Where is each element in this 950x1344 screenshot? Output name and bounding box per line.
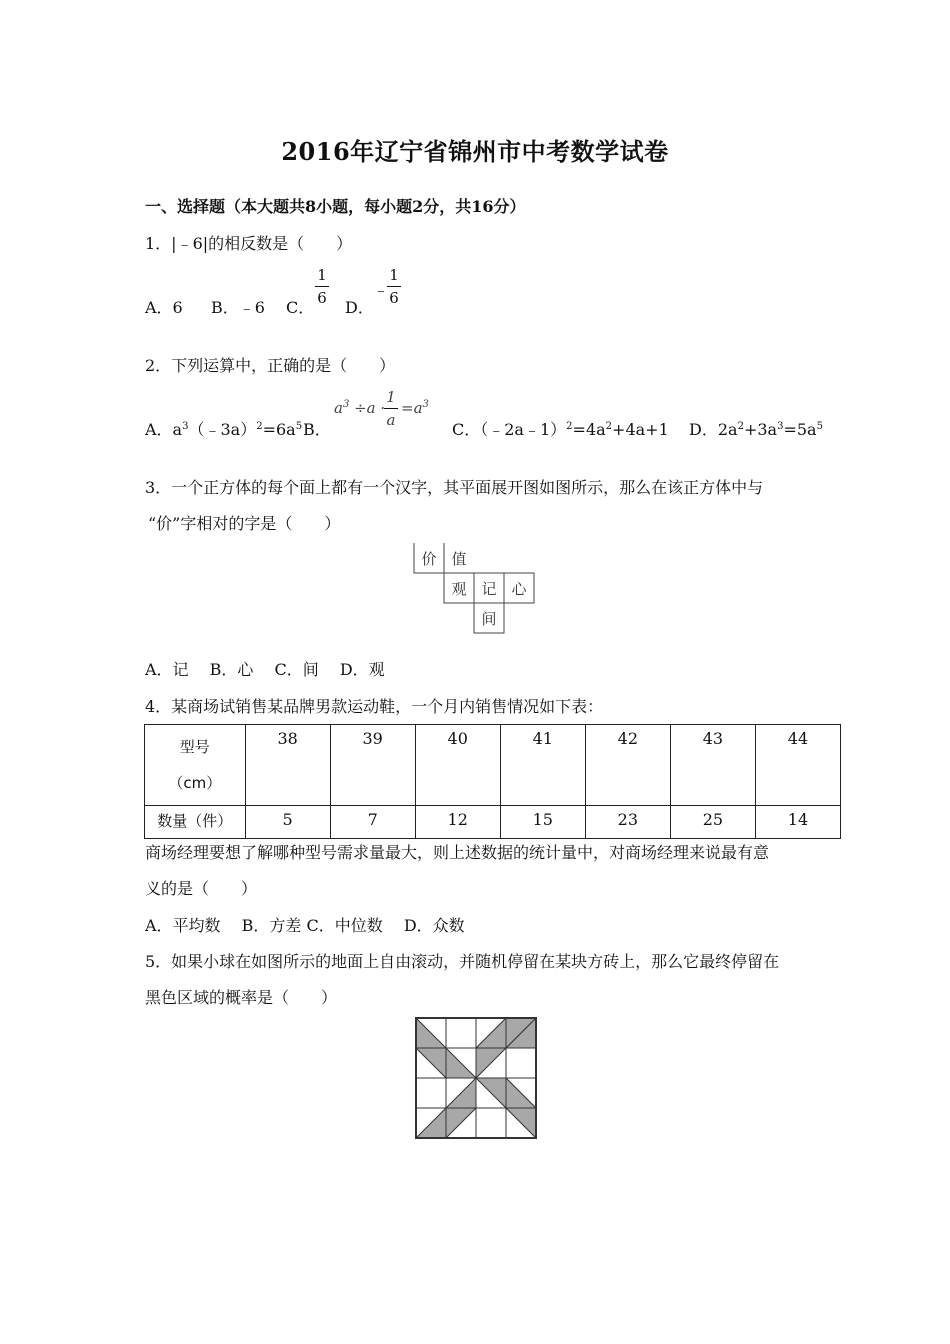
q4-options: A．平均数 B．方差 C．中位数 D．众数 (145, 916, 465, 935)
count-header-cell: 数量（件） (145, 806, 246, 839)
cube-face-ji: 记 (481, 580, 497, 598)
q1-c-denominator: 6 (317, 289, 327, 307)
count-cell: 23 (585, 806, 670, 839)
cube-net-figure (413, 542, 538, 634)
q3-stem-line1: 3．一个正方体的每个面上都有一个汉字，其平面展开图如图所示，那么在该正方体中与 (145, 478, 764, 497)
q1-option-c: C． (286, 298, 315, 317)
size-cell: 38 (245, 725, 330, 806)
section-heading: 一、选择题（本大题共8小题，每小题2分，共16分） (145, 197, 526, 216)
size-cell: 42 (585, 725, 670, 806)
count-cell: 5 (245, 806, 330, 839)
q2-b-expression-left: $a^3 \div a$ · (334, 399, 386, 417)
count-cell: 12 (415, 806, 500, 839)
q2-option-a: A．$a^3(﹣3a)^2=6a^5$ (145, 420, 303, 439)
q1-option-b: B．﹣6 (211, 298, 265, 317)
q4-after-line2: 义的是（ ） (145, 879, 258, 898)
size-cell: 40 (415, 725, 500, 806)
q2-b-fraction: 1 a (384, 388, 398, 429)
q1-option-d: D． (345, 298, 374, 317)
size-cell: 44 (755, 725, 840, 806)
q2-option-d: D．$2a^2+3a^3=5a^5$ (689, 420, 823, 439)
q3-stem-line2: “价”字相对的字是（ ） (148, 514, 341, 533)
count-cell: 14 (755, 806, 840, 839)
q2-b-expression-right: $=a^3$ (401, 399, 429, 417)
q1-c-fraction (315, 266, 329, 307)
q2-stem: 2．下列运算中，正确的是（ ） (145, 356, 396, 375)
cube-face-jia: 价 (421, 550, 437, 568)
size-cell: 43 (670, 725, 755, 806)
q1-stem: 1．|﹣6|的相反数是（ ） (145, 234, 353, 253)
shaded-triangle (416, 1018, 446, 1048)
size-cell: 39 (330, 725, 415, 806)
q5-stem-line1: 5．如果小球在如图所示的地面上自由滚动，并随机停留在某块方砖上，那么它最终停留在 (145, 952, 780, 971)
q4-stem: 4．某商场试销售某品牌男款运动鞋，一个月内销售情况如下表： (145, 697, 604, 716)
q1-c-numerator: 1 (317, 266, 327, 284)
count-cell: 25 (670, 806, 755, 839)
q5-stem-line2: 黑色区域的概率是（ ） (145, 988, 338, 1007)
cube-face-guan: 观 (451, 580, 467, 598)
count-cell: 7 (330, 806, 415, 839)
floor-tile-figure (414, 1016, 538, 1140)
q2-option-c: C．$(﹣2a﹣1)^2=4a^2+4a+1$ (452, 420, 669, 439)
q1-d-numerator: 1 (389, 266, 399, 284)
q1-option-a: A．6 (145, 298, 183, 317)
q1-d-sign: ﹣ (373, 280, 390, 299)
page-title: 2016年辽宁省锦州市中考数学试卷 (281, 137, 669, 166)
cube-face-zhi: 值 (451, 550, 467, 568)
sales-table (144, 724, 841, 839)
size-cell: 41 (500, 725, 585, 806)
cube-face-xin: 心 (511, 580, 527, 598)
shaded-triangle (506, 1108, 536, 1138)
q4-after-line1: 商场经理要想了解哪种型号需求量最大，则上述数据的统计量中，对商场经理来说最有意 (145, 843, 770, 862)
size-header-cell: 型号 （cm） (145, 725, 246, 806)
table-row (145, 725, 841, 806)
table-row (145, 806, 841, 839)
q1-d-fraction (387, 266, 401, 307)
q3-options: A．记 B．心 C．间 D．观 (145, 660, 385, 679)
cube-face-jian: 间 (481, 610, 497, 628)
q2-option-b: B． (303, 420, 331, 439)
count-cell: 15 (500, 806, 585, 839)
q1-d-denominator: 6 (389, 289, 399, 307)
